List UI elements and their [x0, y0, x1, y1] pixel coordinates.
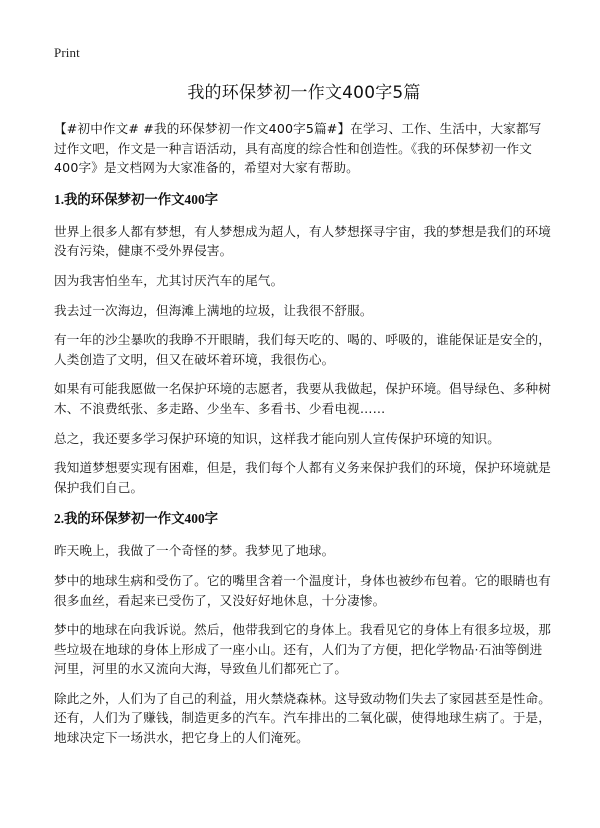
section-1-paragraph: 因为我害怕坐车，尤其讨厌汽车的尾气。	[54, 272, 284, 288]
section-1-paragraph: 如果有可能我愿做一名保护环境的志愿者，我要从我做起，保护环境。倡导绿色、多种树木、不浪费纸张、多走路、少坐车、多看书、少看电视……	[54, 381, 552, 416]
intro-paragraph: 【#初中作文# #我的环保梦初一作文400字5篇#】在学习、工作、生活中，大家都写过作文吧，作文是一种言语活动，具有高度的综合性和创造性。《我的环保梦初一作文400字》是文档网为大家准备的，希望对大家有帮助。	[54, 121, 542, 176]
section-1-paragraph: 总之，我还要多学习保护环境的知识，这样我才能向别人宣传保护环境的知识。	[54, 430, 501, 446]
document-page	[54, 0, 554, 828]
section-1-paragraph: 我去过一次海边，但海滩上满地的垃圾，让我很不舒服。	[54, 302, 373, 318]
print-link[interactable]: Print	[54, 45, 80, 60]
section-1-paragraph: 有一年的沙尘暴吹的我睁不开眼睛，我们每天吃的、喝的、呼吸的，谁能保证是安全的，人类创造了文明，但又在破坏着环境，我很伤心。	[54, 332, 552, 367]
section-1-paragraph: 世界上很多人都有梦想，有人梦想成为超人，有人梦想探寻宇宙，我的梦想是我们的环境没有污染，健康不受外界侵害。	[54, 223, 552, 259]
section-2-paragraph: 梦中的地球生病和受伤了。它的嘴里含着一个温度计，身体也被纱布包着。它的眼睛也有很多血丝，看起来已受伤了，又没好好地休息，十分凄惨。	[54, 572, 552, 608]
section-2-paragraph: 昨天晚上，我做了一个奇怪的梦。我梦见了地球。	[54, 543, 335, 559]
article-body	[54, 119, 552, 758]
section-2-paragraph: 除此之外，人们为了自己的利益，用火禁烧森林。这导致动物们失去了家园甚至是性命。还有，人们为了赚钱，制造更多的汽车。汽车排出的二氧化碳，使得地球生病了。于是，地球决定下一场洪水，把它身上的人们淹死。	[54, 690, 552, 746]
section-2-paragraph: 梦中的地球在向我诉说。然后，他带我到它的身体上。我看见它的身体上有很多垃圾，那些垃圾在地球的身体上形成了一座小山。还有，人们为了方便，把化学物品·石油等倒进河里，河里的水又流向大海，导致鱼儿们都死亡了。	[54, 622, 552, 677]
page-title: 我的环保梦初一作文400字5篇	[187, 83, 421, 103]
section-heading-2: 2.我的环保梦初一作文400字	[54, 511, 219, 527]
section-1-paragraph: 我知道梦想要实现有困难，但是，我们每个人都有义务来保护我们的环境，保护环境就是保护我们自己。	[54, 460, 552, 495]
section-heading-1: 1.我的环保梦初一作文400字	[54, 191, 219, 207]
